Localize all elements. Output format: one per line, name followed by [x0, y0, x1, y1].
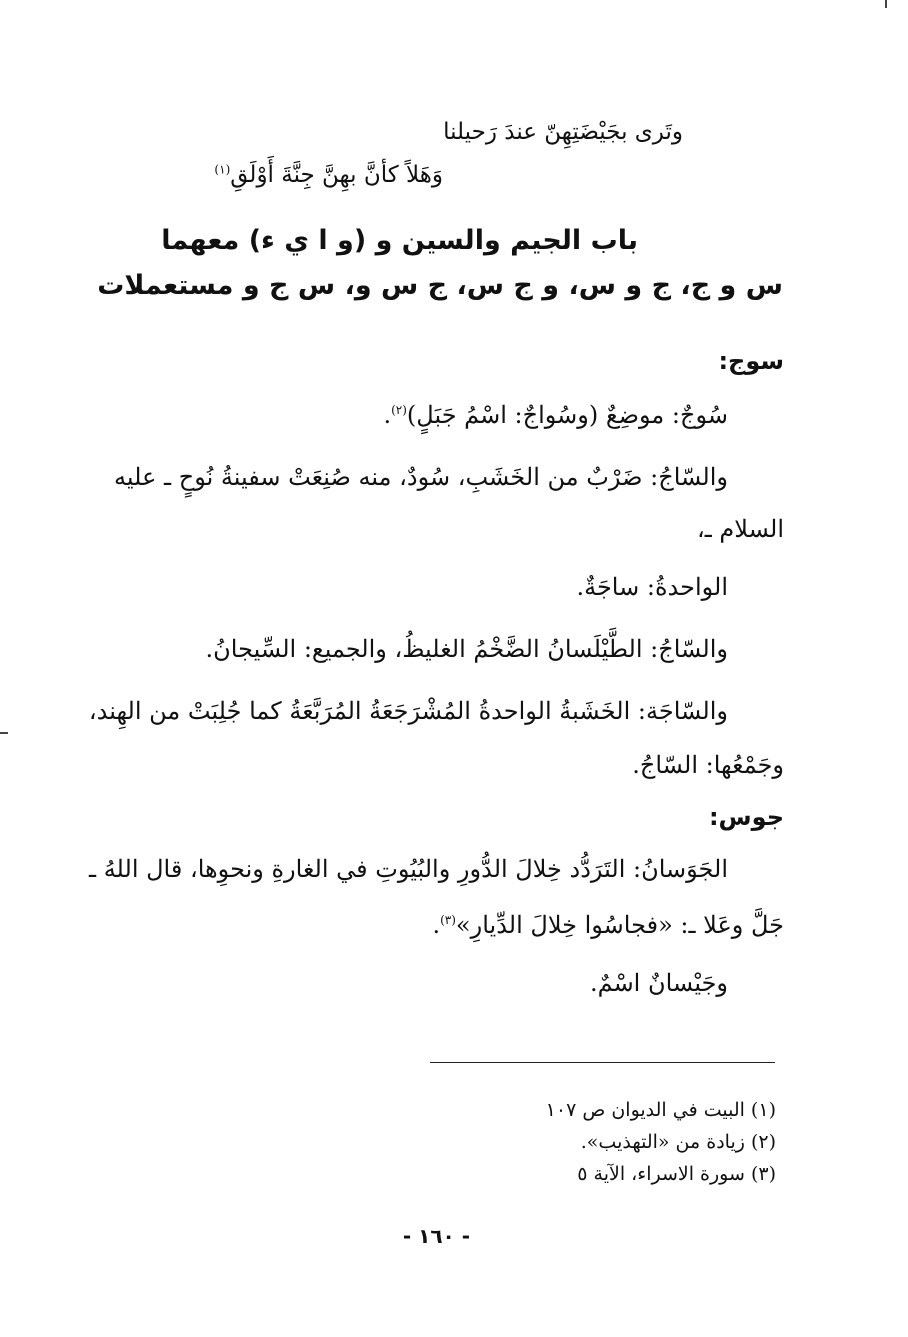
footnote-1: (١) البيت في الديوان ص ١٠٧	[545, 1099, 776, 1121]
chapter-subtitle: س و ج، ج و س، و ج س، ج س و، س ج و مستعملات	[97, 270, 783, 301]
footnote-divider	[430, 1062, 775, 1063]
scan-edge-mark	[885, 0, 887, 8]
entry-line: وجَمْعُها: السّاجُ.	[632, 751, 784, 779]
verse-line-1: وتَرى بجَيْضَتِهِنّ عندَ رَحيلنا	[443, 119, 683, 145]
footnote-ref-2: (٢)	[391, 403, 407, 417]
entry-tail: .	[432, 911, 441, 939]
chapter-title: باب الجيم والسين و (و ا ي ء) معهما	[161, 225, 638, 256]
footnote-2: (٢) زيادة من «التهذيب».	[580, 1131, 776, 1153]
entry-text: سُوجٌ: موضِعٌ (وسُواجٌ: اسْمُ جَبَلٍ)	[406, 401, 728, 429]
verse-line-2-text: وَهَلاً كأنَّ بهِنَّ جِنَّةَ أَوْلَقِ	[230, 162, 443, 188]
section-heading-jaws: جوس:	[708, 803, 784, 831]
entry-line	[432, 908, 784, 942]
entry-text: جَلَّ وعَلا ـ: «فجاسُوا خِلالَ الدِّيارِ»	[455, 911, 784, 939]
footnote-ref-1: (١)	[214, 162, 231, 177]
footnote-ref-3: (٣)	[440, 913, 456, 927]
verse-line-2	[214, 158, 443, 192]
scan-edge-mark	[0, 732, 8, 734]
entry-line: الواحدةُ: ساجَةٌ.	[576, 573, 728, 601]
entry-line: والسّاجَة: الخَشَبةُ الواحدةُ المُشْرَجَعَةُ المُرَبَّعَةُ كما جُلِبَتْ من الهِند،	[88, 697, 728, 725]
entry-line: والسّاجُ: الطَّيْلَسانُ الضَّخْمُ الغليظُ، والجميع: السِّيجانُ.	[205, 635, 728, 663]
footnote-3: (٣) سورة الاسراء، الآية ٥	[577, 1163, 776, 1185]
entry-tail: .	[383, 401, 392, 429]
entry-line: السلام ـ،	[697, 515, 784, 543]
page-number: - ١٦٠ -	[402, 1224, 470, 1248]
section-heading-sawj: سوج:	[718, 347, 784, 375]
entry-line: الجَوَسانُ: التَرَدُّد خِلالَ الدُّورِ والبُيُوتِ في الغارةِ ونحوِها، قال اللهُ ـ	[89, 855, 728, 883]
entry-line	[383, 398, 728, 432]
entry-line: والسّاجُ: ضَرْبٌ من الخَشَبِ، سُودٌ، منه صُنِعَتْ سفينةُ نُوحٍ ـ عليه	[114, 463, 728, 491]
entry-line: وجَيْسانٌ اسْمٌ.	[589, 969, 728, 997]
